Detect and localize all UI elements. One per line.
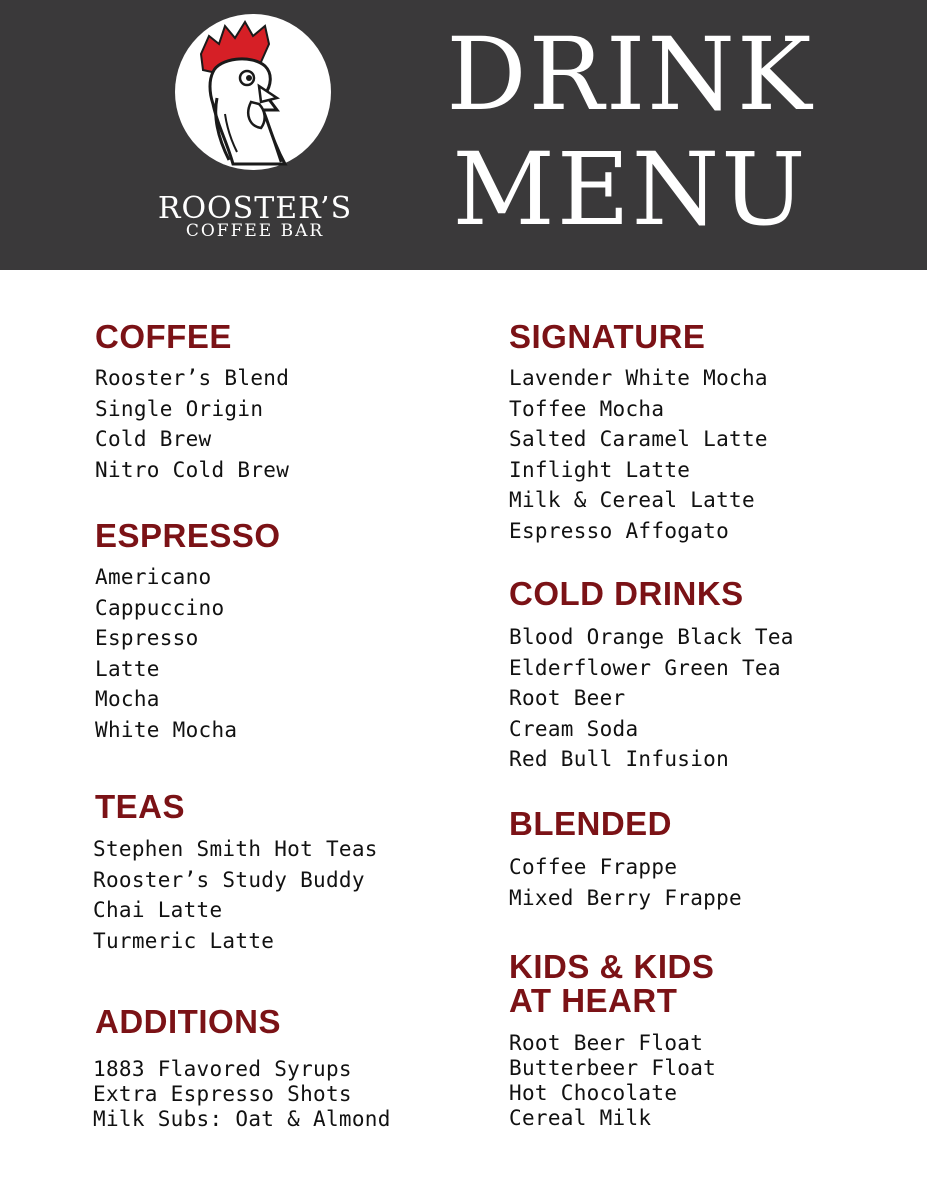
brand-logo	[130, 14, 380, 244]
menu-item: Inflight Latte	[509, 457, 691, 482]
section-list-kids	[509, 1031, 716, 1131]
menu-item: Milk & Cereal Latte	[509, 488, 755, 512]
menu-item: Chai Latte	[93, 898, 223, 922]
section-title-additions: ADDITIONS	[95, 1003, 281, 1040]
menu-item: Butterbeer Float	[509, 1056, 717, 1080]
section-list-blended	[509, 852, 742, 913]
section-title-espresso: ESPRESSO	[95, 517, 281, 554]
section-title-kids-line-1: KIDS & KIDS	[509, 948, 715, 985]
section-list-additions	[93, 1057, 391, 1132]
page-title-line-1: DRINK	[446, 16, 814, 133]
menu-item: Salted Caramel Latte	[509, 427, 768, 451]
section-list-signature	[509, 363, 768, 546]
page-title-line-2: MENU	[452, 131, 808, 248]
header-banner	[0, 0, 927, 270]
section-title-signature: SIGNATURE	[509, 318, 706, 355]
section-list-teas	[93, 834, 378, 956]
menu-item: Rooster’s Study Buddy	[93, 867, 365, 892]
menu-item: Americano	[95, 565, 212, 589]
menu-item: Mocha	[95, 687, 160, 711]
menu-item: Espresso Affogato	[509, 518, 730, 543]
section-title-blended: BLENDED	[509, 805, 673, 842]
menu-item: Turmeric Latte	[93, 928, 275, 953]
rooster-head-icon	[173, 14, 333, 174]
menu-item: Rooster’s Blend	[95, 366, 290, 390]
menu-item: Root Beer	[509, 686, 626, 710]
menu-item: Blood Orange Black Tea	[509, 625, 794, 649]
menu-item: Elderflower Green Tea	[509, 655, 781, 680]
section-title-cold-drinks: COLD DRINKS	[509, 575, 744, 612]
menu-item: White Mocha	[95, 717, 238, 742]
menu-item: Nitro Cold Brew	[95, 457, 290, 482]
brand-subtitle: COFFEE BAR	[185, 221, 325, 241]
menu-item: Milk Subs: Oat & Almond	[93, 1107, 391, 1131]
section-list-espresso	[95, 562, 237, 745]
section-list-cold-drinks	[509, 622, 794, 775]
menu-item: Lavender White Mocha	[509, 366, 768, 390]
section-title-kids-line-2: AT HEART	[509, 982, 678, 1019]
menu-item: Single Origin	[95, 396, 264, 421]
menu-item: Cold Brew	[95, 427, 212, 451]
section-list-coffee	[95, 363, 289, 485]
menu-item: Stephen Smith Hot Teas	[93, 837, 378, 861]
menu-item: Extra Espresso Shots	[93, 1082, 352, 1106]
menu-item: Cereal Milk	[509, 1106, 652, 1130]
menu-item: Cappuccino	[95, 595, 225, 620]
menu-item: 1883 Flavored Syrups	[93, 1057, 352, 1081]
menu-item: Red Bull Infusion	[509, 747, 730, 771]
section-title-teas: TEAS	[95, 788, 186, 825]
menu-item: Hot Chocolate	[509, 1081, 678, 1105]
menu-item: Coffee Frappe	[509, 855, 678, 879]
menu-item: Mixed Berry Frappe	[509, 885, 742, 910]
menu-item: Cream Soda	[509, 716, 639, 741]
menu-item: Toffee Mocha	[509, 396, 665, 421]
menu-item: Latte	[95, 656, 160, 681]
brand-name: ROOSTER’S	[157, 191, 353, 226]
section-title-coffee: COFFEE	[95, 318, 232, 355]
menu-item: Root Beer Float	[509, 1031, 704, 1055]
menu-item: Espresso	[95, 626, 199, 650]
